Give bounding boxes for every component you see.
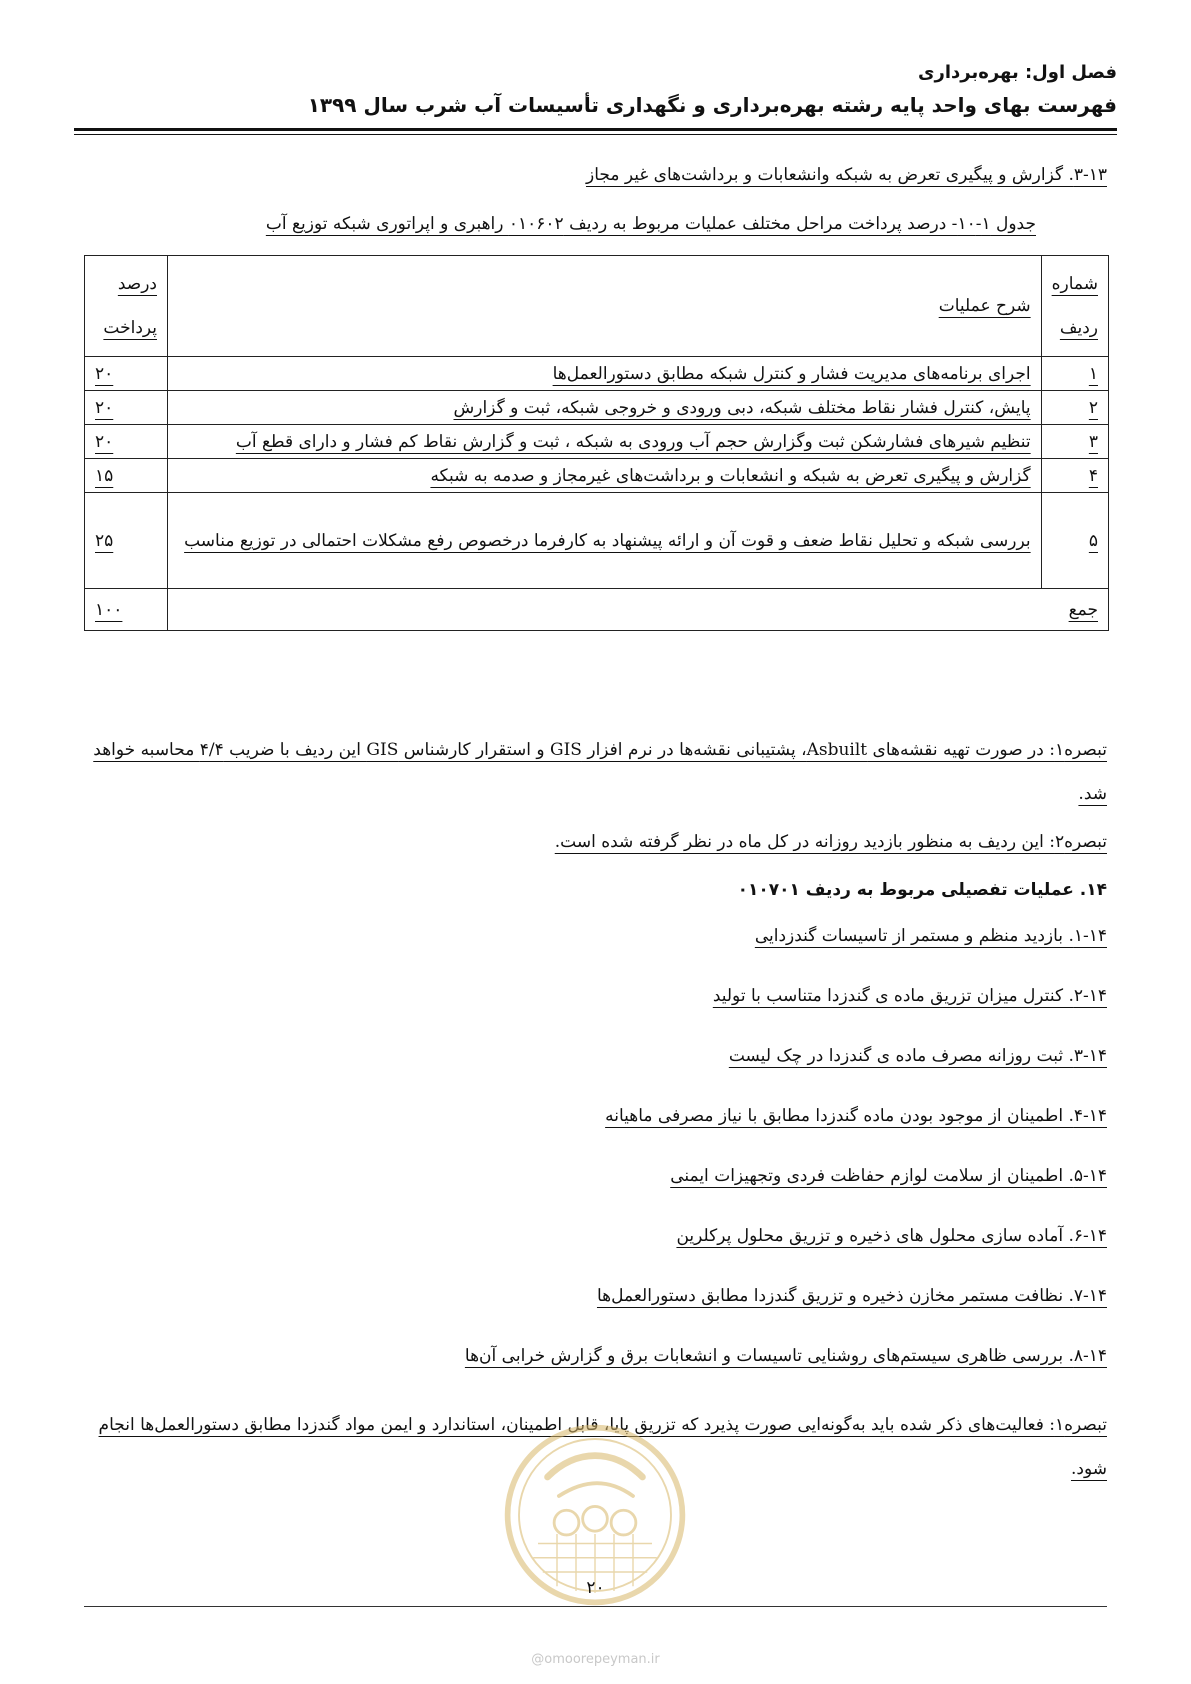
row-number: ۱ (1088, 363, 1098, 384)
header-description: شرح عملیات (168, 256, 1042, 357)
row-description: بررسی شبکه و تحلیل نقاط ضعف و قوت آن و ارائه پیشنهاد به کارفرما درخصوص رفع مشکلات احتمالی در توزیع مناسب (184, 530, 1031, 551)
total-value: ۱۰۰ (95, 599, 123, 620)
table-total-row (85, 589, 1109, 631)
list-item: ۱-۱۴. بازدید منظم و مستمر از تاسیسات گندزدایی (754, 926, 1107, 946)
table-header-row (85, 256, 1109, 357)
row-number: ۵ (1088, 530, 1098, 551)
row-percent: ۲۰ (95, 397, 114, 418)
row-description: تنظیم شیرهای فشارشکن ثبت وگزارش حجم آب ورودی به شبکه ، ثبت و گزارش نقاط کم فشار و دارای قطع آب (235, 431, 1031, 452)
header-rule-thin (74, 134, 1117, 135)
footer-rule (84, 1606, 1107, 1607)
table-row (85, 425, 1109, 459)
list-item: ۸-۱۴. بررسی ظاهری سیستم‌های روشنایی تاسیسات و انشعابات برق و گزارش خرابی آن‌ها (464, 1346, 1107, 1366)
row-number: ۳ (1088, 431, 1098, 452)
row-number: ۴ (1088, 465, 1098, 486)
table-row (85, 459, 1109, 493)
operations-table (84, 255, 1109, 631)
list-item: ۳-۱۴. ثبت روزانه مصرف ماده ی گندزدا در چک لیست (728, 1046, 1107, 1066)
row-description: گزارش و پیگیری تعرض به شبکه و انشعابات و برداشت‌های غیرمجاز و صدمه به شبکه (430, 465, 1031, 486)
list-item: ۲-۱۴. کنترل میزان تزریق ماده ی گندزدا متناسب با تولید (712, 986, 1107, 1006)
document-subtitle: فهرست بهای واحد پایه رشته بهره‌برداری و نگهداری تأسیسات آب شرب سال ۱۳۹۹ (307, 93, 1117, 117)
row-percent: ۲۰ (95, 431, 114, 452)
total-label: جمع (1068, 599, 1098, 620)
page-number: ۲۰ (586, 1578, 605, 1598)
section-14-heading: ۱۴. عملیات تفصیلی مربوط به ردیف ۰۱۰۷۰۱ (737, 880, 1107, 900)
row-percent: ۲۵ (95, 530, 114, 551)
table-row (85, 493, 1109, 589)
header-rule-thick (74, 128, 1117, 131)
website-watermark: @omoorepeyman.ir (531, 1652, 660, 1667)
list-item: ۶-۱۴. آماده سازی محلول های ذخیره و تزریق محلول پرکلرین (676, 1226, 1107, 1246)
row-description: پایش، کنترل فشار نقاط مختلف شبکه، دبی ورودی و خروجی شبکه، ثبت و گزارش (453, 397, 1031, 418)
list-item: ۵-۱۴. اطمینان از سلامت لوازم حفاظت فردی وتجهیزات ایمنی (670, 1166, 1107, 1186)
list-item: ۴-۱۴. اطمینان از موجود بودن ماده گندزدا مطابق با نیاز مصرفی ماهیانه (605, 1106, 1107, 1126)
note-disinfection: تبصره۱: فعالیت‌های ذکر شده باید به‌گونه‌ایی صورت پذیرد که تزریق پایا، قابل اطمینان، استاندارد و ایمن مواد گندزدا مطابق دستورالعمل‌ها انجام شود. (98, 1415, 1107, 1479)
header-percent: درصد پرداخت (85, 256, 168, 357)
header-row-no: شماره ردیف (1041, 256, 1108, 357)
table-row (85, 357, 1109, 391)
table-caption: جدول ۱-۱۰- درصد پرداخت مراحل مختلف عملیات مربوط به ردیف ۰۱۰۶۰۲ راهبری و اپراتوری شبکه توزیع آب (265, 214, 1036, 234)
note-asbuilt: تبصره۱: در صورت تهیه نقشه‌های Asbuilt، پشتیبانی نقشه‌ها در نرم افزار GIS و استقرار کارشناس GIS این ردیف با ضریب ۴/۴ محاسبه خواهد شد. (93, 740, 1107, 804)
row-percent: ۲۰ (95, 363, 114, 384)
chapter-title: فصل اول: بهره‌برداری (918, 62, 1117, 83)
row-description: اجرای برنامه‌های مدیریت فشار و کنترل شبکه مطابق دستورالعمل‌ها (552, 363, 1031, 384)
row-number: ۲ (1088, 397, 1098, 418)
section-13-3-heading: ۳-۱۳. گزارش و پیگیری تعرض به شبکه وانشعابات و برداشت‌های غیر مجاز (585, 165, 1107, 185)
row-percent: ۱۵ (95, 465, 114, 486)
note-daily-visit: تبصره۲: این ردیف به منظور بازدید روزانه در کل ماه در نظر گرفته شده است. (554, 832, 1107, 852)
table-row (85, 391, 1109, 425)
list-item: ۷-۱۴. نظافت مستمر مخازن ذخیره و تزریق گندزدا مطابق دستورالعمل‌ها (596, 1286, 1107, 1306)
page-header (74, 58, 1117, 120)
